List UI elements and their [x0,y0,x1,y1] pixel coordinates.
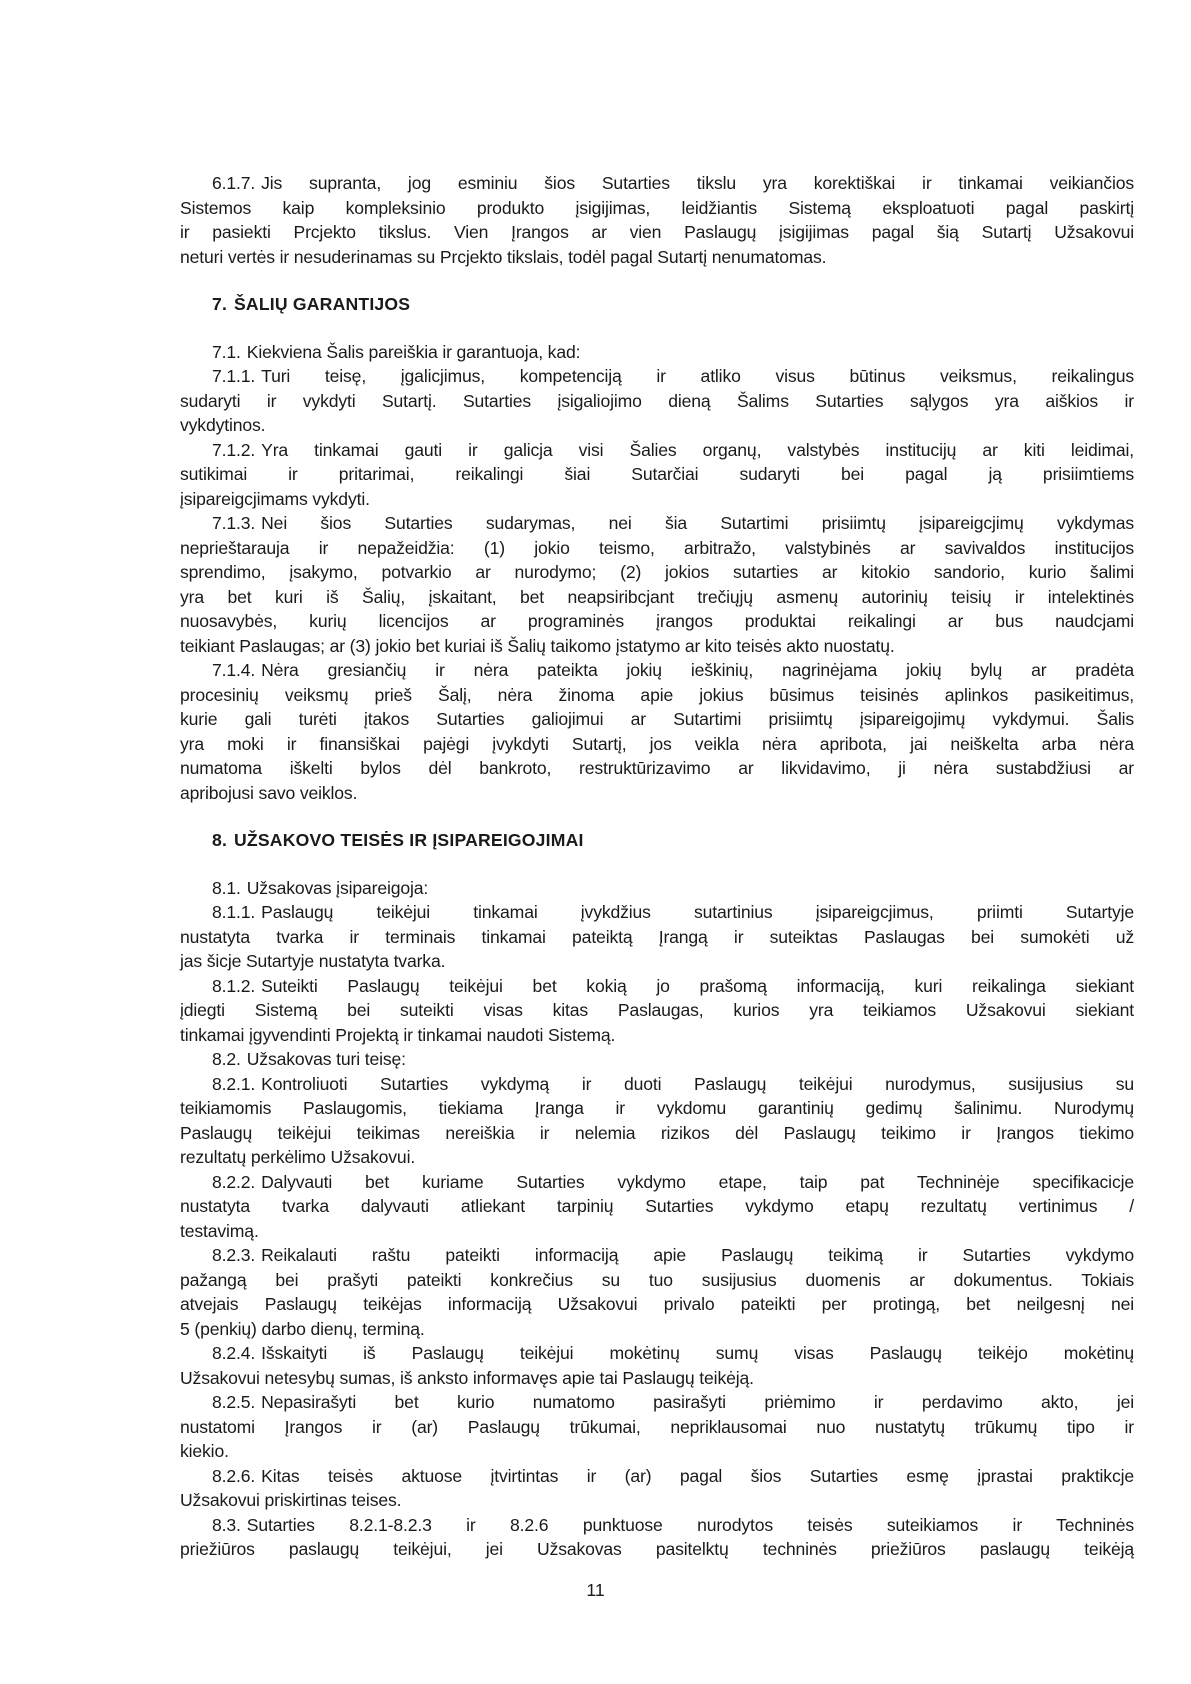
text-line [180,609,1134,634]
clause-text: teikiant Paslaugas; ar (3) jokio bet kuriai iš Šalių taikomo įstatymo ar kito teisės akto nuostatų. [180,635,895,656]
clause-text: jas šicje Sutartyje nustatyta tvarka. [180,951,446,971]
clause-text: įdiegti Sistemą bei suteikti visas kitas Paslaugas, kurios yra teikiamos Užsakovui siekiant [180,1000,1134,1020]
text-line [180,245,1134,270]
text-line [180,1537,1134,1562]
text-line [180,1121,1134,1146]
text-line [180,1194,1134,1219]
clause-number: 8.2. [212,1049,241,1069]
clause-text: sudaryti ir vykdyti Sutartį. Sutarties įsigaliojimo dieną Šalims Sutarties sąlygos yra aiškios ir [180,390,1134,411]
clause-text: Nėra gresiančių ir nėra pateikta jokių ieškinių, nagrinėjama jokių bylų ar pradėta [261,660,1134,680]
clause-text: yra moki ir finansiškai pajėgi įvykdyti Sutartį, jos veikla nėra apribota, jai neiškelta arba nėra [180,733,1134,754]
text-line [180,438,1134,463]
clause-paragraph [180,1243,1134,1341]
clause-text: nustatomi Įrangos ir (ar) Paslaugų trūkumai, nepriklausomai nuo nustatytų trūkumų tipo ir [180,1416,1134,1437]
clause-number: 7.1.1. [212,366,256,386]
text-line [180,900,1134,925]
clause-text: Sistemos kaip kompleksinio produkto įsigijimas, leidžiantis Sistemą eksploatuoti pagal paskirtį [180,197,1134,218]
clause-text: Užsakovui priskirtinas teises. [180,1490,402,1510]
text-line [180,511,1134,536]
text-line [180,1243,1134,1268]
clause-text: neturi vertės ir nesuderinamas su Prcjekto tikslais, todėl pagal Sutartį nenumatomas. [180,246,827,267]
text-line [180,1023,1134,1048]
section-heading [212,292,1134,317]
clause-text: priežiūros paslaugų teikėjui, jei Užsakovas pasitelktų techninės priežiūros paslaugų teikėją [180,1539,1134,1559]
clause-text: įsipareigcjimams vykdyti. [180,488,370,509]
section-number: 7. [212,293,228,314]
clause-text: Užsakovas turi teisę: [246,1049,406,1069]
clause-text: kurie gali turėti įtakos Sutarties galiojimui ar Sutartimi prisiimtų įsipareigojimų vykdymui. Šalis [180,709,1134,729]
clause-paragraph [180,1047,1134,1072]
clause-text: Kitas teisės aktuose įtvirtintas ir (ar) pagal šios Sutarties esmę įprastai praktikcje [261,1465,1134,1486]
clause-number: 8.2.3. [212,1245,256,1265]
document-body [180,171,1134,1562]
text-line [180,998,1134,1023]
clause-text: procesinių veiksmų prieš Šalį, nėra žinoma apie jokius būsimus teisinės aplinkos pasikeitimus, [180,684,1134,705]
section-title: UŽSAKOVO TEISĖS IR ĮSIPAREIGOJIMAI [234,829,584,850]
clause-number: 8.2.6. [212,1465,256,1486]
text-line [180,487,1134,512]
text-line [180,756,1134,781]
clause-text: Suteikti Paslaugų teikėjui bet kokią jo prašomą informaciją, kuri reikalinga siekiant [261,975,1134,996]
clause-text: teikiamomis Paslaugomis, tiekiama Įranga ir vykdomu garantinių gedimų šalinimu. Nurodymų [180,1098,1134,1118]
clause-text: Paslaugų teikėjui tinkamai įvykdžius sutartinius įsipareigcjimus, priimti Sutartyje [261,902,1134,922]
clause-text: Nepasirašyti bet kurio numatomo pasirašyti priėmimo ir perdavimo akto, jei [261,1392,1134,1412]
clause-paragraph [180,876,1134,901]
clause-text: atvejais Paslaugų teikėjas informaciją Užsakovui privalo pateikti per protingą, bet neilgesnį nei [180,1294,1134,1314]
text-line [180,1268,1134,1293]
text-line [180,1292,1134,1317]
clause-text: Jis supranta, jog esminiu šios Sutarties tikslu yra korektiškai ir tinkamai veikiančios [261,173,1134,193]
clause-text: pažangą bei prašyti pateikti konkrečius su tuo susijusius duomenis ar dokumentus. Tokiais [180,1269,1134,1290]
text-line [180,1047,1134,1072]
clause-paragraph [180,171,1134,269]
page-number: 11 [586,1580,605,1600]
text-line [180,683,1134,708]
clause-number: 8.1.1. [212,902,256,922]
text-line [180,949,1134,974]
section-number: 8. [212,829,228,850]
clause-number: 8.2.2. [212,1171,256,1192]
text-line [180,171,1134,196]
clause-text: numatoma iškelti bylos dėl bankroto, restruktūrizavimo ar likvidavimo, ji nėra sustabdžiusi ar [180,758,1134,778]
text-line [180,1415,1134,1440]
clause-text: Dalyvauti bet kuriame Sutarties vykdymo etape, taip pat Techninėje specifikacicje [261,1171,1134,1192]
text-line [180,220,1134,245]
text-line [180,1145,1134,1170]
clause-text: tinkamai įgyvendinti Projektą ir tinkamai naudoti Sistemą. [180,1024,616,1045]
clause-number: 7.1.4. [212,660,256,680]
clause-number: 8.2.5. [212,1392,256,1412]
text-line [180,1170,1134,1195]
text-line [180,196,1134,221]
clause-text: sutikimai ir pritarimai, reikalingi šiai Sutarčiai sudaryti bei pagal ją prisiimtiems [180,464,1134,484]
clause-text: yra bet kuri iš Šalių, įskaitant, bet neapsiribcjant trečiųjų asmenų autorinių teisių ir intelektinės [180,586,1134,607]
text-line [180,658,1134,683]
text-line [180,1439,1134,1464]
clause-text: vykdytinos. [180,415,266,435]
text-line [180,560,1134,585]
text-line [180,1317,1134,1342]
text-line [180,389,1134,414]
clause-number: 7.1.3. [212,513,256,533]
clause-paragraph [180,900,1134,974]
clause-paragraph [180,974,1134,1048]
text-line [180,781,1134,806]
clause-text: rezultatų perkėlimo Užsakovui. [180,1147,416,1167]
clause-text: Reikalauti raštu pateikti informaciją apie Paslaugų teikimą ir Sutarties vykdymo [261,1245,1134,1265]
clause-text: Turi teisę, įgalicjimus, kompetenciją ir atliko visus būtinus veiksmus, reikalingus [261,366,1134,386]
clause-text: Paslaugų teikėjui teikimas nereiškia ir nelemia rizikos dėl Paslaugų teikimo ir Įrangos tiekimo [180,1122,1134,1143]
clause-text: Kiekviena Šalis pareiškia ir garantuoja, kad: [246,341,581,362]
clause-number: 7.1. [212,341,241,362]
clause-text: ir pasiekti Prcjekto tikslus. Vien Įrangos ar vien Paslaugų įsigijimas pagal šią Sutartį Užsakovui [180,222,1134,242]
text-line [180,536,1134,561]
clause-text: nustatyta tvarka ir terminais tinkamai pateiktą Įrangą ir suteiktas Paslaugas bei sumokėti už [180,926,1134,947]
text-line [180,1096,1134,1121]
clause-number: 8.2.4. [212,1343,256,1363]
text-line [180,1488,1134,1513]
text-line [180,462,1134,487]
clause-paragraph [180,340,1134,365]
clause-text: Sutarties 8.2.1-8.2.3 ir 8.2.6 punktuose nurodytos teisės suteikiamos ir Techninės [246,1514,1134,1535]
clause-paragraph [180,1390,1134,1464]
text-line [180,1072,1134,1097]
clause-paragraph [180,1513,1134,1562]
text-line [180,413,1134,438]
clause-text: Užsakovui netesybų sumas, iš anksto informavęs apie tai Paslaugų teikėją. [180,1367,754,1388]
text-line [180,634,1134,659]
text-line [180,732,1134,757]
clause-text: Užsakovas įsipareigoja: [246,877,429,898]
clause-paragraph [180,658,1134,805]
clause-number: 7.1.2. [212,439,256,460]
clause-paragraph [180,1072,1134,1170]
clause-text: sprendimo, įsakymo, potvarkio ar nurodymo; (2) jokios sutarties ar kitokio sandorio, kurio šalimi [180,562,1134,582]
clause-text: kiekio. [180,1441,229,1461]
text-line [180,876,1134,901]
clause-text: Yra tinkamai gauti ir galicja visi Šalies organų, valstybės institucijų ar kiti leidimai, [261,439,1134,460]
clause-paragraph [180,364,1134,438]
text-line [180,925,1134,950]
clause-text: Kontroliuoti Sutarties vykdymą ir duoti Paslaugų teikėjui nurodymus, susijusius su [261,1073,1134,1094]
text-line [180,707,1134,732]
text-line [180,585,1134,610]
text-line [180,1464,1134,1489]
clause-number: 8.1.2. [212,975,256,996]
clause-text: Išskaityti iš Paslaugų teikėjui mokėtinų sumų visas Paslaugų teikėjo mokėtinų [261,1343,1134,1363]
clause-text: testavimą. [180,1220,259,1241]
clause-number: 8.1. [212,877,241,898]
section-title: ŠALIŲ GARANTIJOS [234,293,411,314]
clause-paragraph [180,511,1134,658]
clause-number: 6.1.7. [212,173,256,193]
section-heading [212,828,1134,853]
clause-text: nustatyta tvarka dalyvauti atliekant tarpinių Sutarties vykdymo etapų rezultatų vertinimus / [180,1196,1134,1216]
clause-text: 5 (penkių) darbo dienų, terminą. [180,1318,425,1339]
text-line [180,1390,1134,1415]
text-line [180,1366,1134,1391]
text-line [180,364,1134,389]
clause-text: apribojusi savo veiklos. [180,782,358,803]
clause-text: Nei šios Sutarties sudarymas, nei šia Sutartimi prisiimtų įsipareigcjimų vykdymas [261,513,1134,533]
clause-number: 8.3. [212,1514,241,1535]
clause-text: neprieštarauja ir nepažeidžia: (1) jokio teismo, arbitražo, valstybinės ar savivaldos institucijos [180,537,1134,558]
clause-text: nuosavybės, kurių licencijos ar programinės įrangos produktai reikalingi ar bus naudcjami [180,611,1134,631]
clause-paragraph [180,1464,1134,1513]
text-line [180,340,1134,365]
clause-paragraph [180,1170,1134,1244]
clause-number: 8.2.1. [212,1073,256,1094]
text-line [180,1513,1134,1538]
text-line [180,1341,1134,1366]
text-line [180,974,1134,999]
clause-paragraph [180,1341,1134,1390]
text-line [180,1219,1134,1244]
clause-paragraph [180,438,1134,512]
